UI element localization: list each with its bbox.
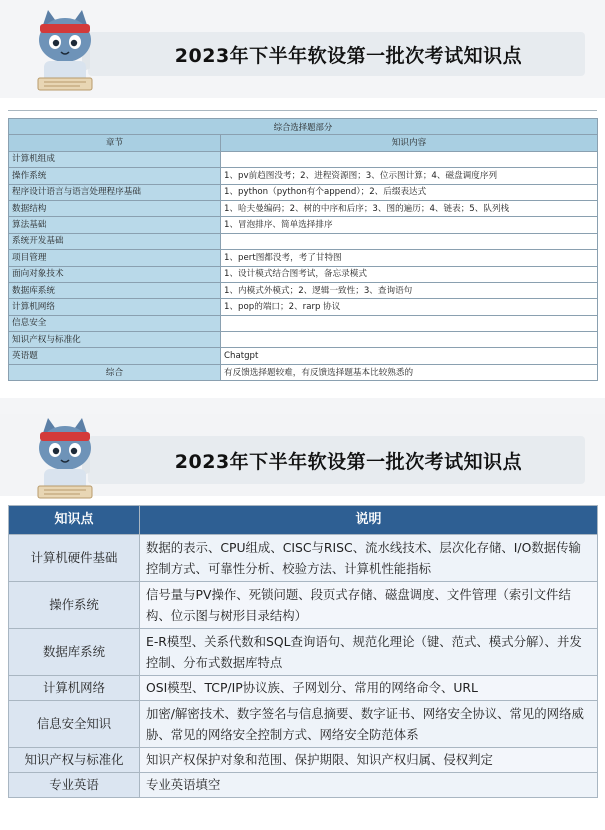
chapter-cell: 英语题 <box>9 348 221 364</box>
desc-cell: 数据的表示、CPU组成、CISC与RISC、流水线技术、层次化存储、I/O数据传输控制方式、可靠性分析、校验方法、计算机性能指标 <box>140 535 598 582</box>
table-row <box>9 676 598 701</box>
desc-cell: 专业英语填空 <box>140 773 598 798</box>
table-row <box>9 250 598 266</box>
knowledge-points-table <box>8 505 598 798</box>
col-point: 知识点 <box>9 506 140 535</box>
exam-topics-table <box>8 118 598 381</box>
content-cell <box>221 151 598 167</box>
content-cell: 1、python（python有个append）；2、后缀表达式 <box>221 184 598 200</box>
point-cell: 专业英语 <box>9 773 140 798</box>
chapter-cell: 项目管理 <box>9 250 221 266</box>
table-row <box>9 629 598 676</box>
table-row <box>9 315 598 331</box>
col-desc: 说明 <box>140 506 598 535</box>
chapter-cell: 系统开发基础 <box>9 233 221 249</box>
page-title: 2023年下半年软设第一批次考试知识点 <box>174 44 523 67</box>
table-row <box>9 535 598 582</box>
desc-cell: E-R模型、关系代数和SQL查询语句、规范化理论（键、范式、模式分解）、并发控制、分布式数据库特点 <box>140 629 598 676</box>
total-content: 有反馈选择题较难，有反馈选择题基本比较熟悉的 <box>221 364 598 380</box>
table-row <box>9 332 598 348</box>
chapter-cell: 数据结构 <box>9 200 221 216</box>
cat-mascot-icon <box>30 6 100 94</box>
top-banner <box>0 0 605 98</box>
section-title-2: 2023年下半年软设第一批次考试知识点 <box>174 450 523 473</box>
table-row <box>9 151 598 167</box>
table-row <box>9 233 598 249</box>
table-header-row <box>9 135 598 151</box>
point-cell: 知识产权与标准化 <box>9 748 140 773</box>
table-row <box>9 266 598 282</box>
content-cell: 1、pv前趋图没考；2、进程资源图；3、位示图计算；4、磁盘调度序列 <box>221 168 598 184</box>
total-label: 综合 <box>9 364 221 380</box>
table-row <box>9 773 598 798</box>
title-ribbon <box>88 32 585 76</box>
table-row <box>9 748 598 773</box>
table-row <box>9 299 598 315</box>
table-row <box>9 701 598 748</box>
bottom-banner <box>0 414 605 496</box>
chapter-cell: 计算机网络 <box>9 299 221 315</box>
chapter-cell: 操作系统 <box>9 168 221 184</box>
content-cell: 1、设计模式结合图考试，备忘录模式 <box>221 266 598 282</box>
point-cell: 操作系统 <box>9 582 140 629</box>
desc-cell: OSI模型、TCP/IP协议族、子网划分、常用的网络命令、URL <box>140 676 598 701</box>
table-row <box>9 582 598 629</box>
chapter-cell: 面向对象技术 <box>9 266 221 282</box>
desc-cell: 加密/解密技术、数字签名与信息摘要、数字证书、网络安全协议、常见的网络威胁、常见的网络安全控制方式、网络安全防范体系 <box>140 701 598 748</box>
desc-cell: 信号量与PV操作、死锁问题、段页式存储、磁盘调度、文件管理（索引文件结构、位示图与树形目录结构） <box>140 582 598 629</box>
chapter-cell: 数据库系统 <box>9 282 221 298</box>
content-cell: 1、冒泡排序、简单选择排序 <box>221 217 598 233</box>
section-separator <box>0 398 605 414</box>
cat-mascot-icon <box>30 414 100 502</box>
table-row <box>9 217 598 233</box>
content-cell <box>221 233 598 249</box>
point-cell: 计算机网络 <box>9 676 140 701</box>
content-cell: Chatgpt <box>221 348 598 364</box>
table-row <box>9 184 598 200</box>
chapter-cell: 计算机组成 <box>9 151 221 167</box>
table-row <box>9 200 598 216</box>
table-section-header <box>9 119 598 135</box>
point-cell: 信息安全知识 <box>9 701 140 748</box>
content-cell <box>221 315 598 331</box>
chapter-cell: 知识产权与标准化 <box>9 332 221 348</box>
chapter-cell: 算法基础 <box>9 217 221 233</box>
table-total-row <box>9 364 598 380</box>
col-chapter: 章节 <box>9 135 221 151</box>
table-row <box>9 348 598 364</box>
point-cell: 数据库系统 <box>9 629 140 676</box>
table-header-row <box>9 506 598 535</box>
chapter-cell: 信息安全 <box>9 315 221 331</box>
title-ribbon <box>88 436 585 484</box>
content-cell: 1、内模式外模式；2、逻辑一致性；3、查询语句 <box>221 282 598 298</box>
content-cell: 1、pert图都没考，考了甘特图 <box>221 250 598 266</box>
desc-cell: 知识产权保护对象和范围、保护期限、知识产权归属、侵权判定 <box>140 748 598 773</box>
divider <box>8 110 597 117</box>
col-content: 知识内容 <box>221 135 598 151</box>
content-cell: 1、哈夫曼编码；2、树的中序和后序；3、图的遍历；4、链表；5、队列栈 <box>221 200 598 216</box>
content-cell: 1、pop的端口；2、rarp 协议 <box>221 299 598 315</box>
section-title: 综合选择题部分 <box>9 119 598 135</box>
point-cell: 计算机硬件基础 <box>9 535 140 582</box>
table-row <box>9 282 598 298</box>
chapter-cell: 程序设计语言与语言处理程序基础 <box>9 184 221 200</box>
table-row <box>9 168 598 184</box>
content-cell <box>221 332 598 348</box>
